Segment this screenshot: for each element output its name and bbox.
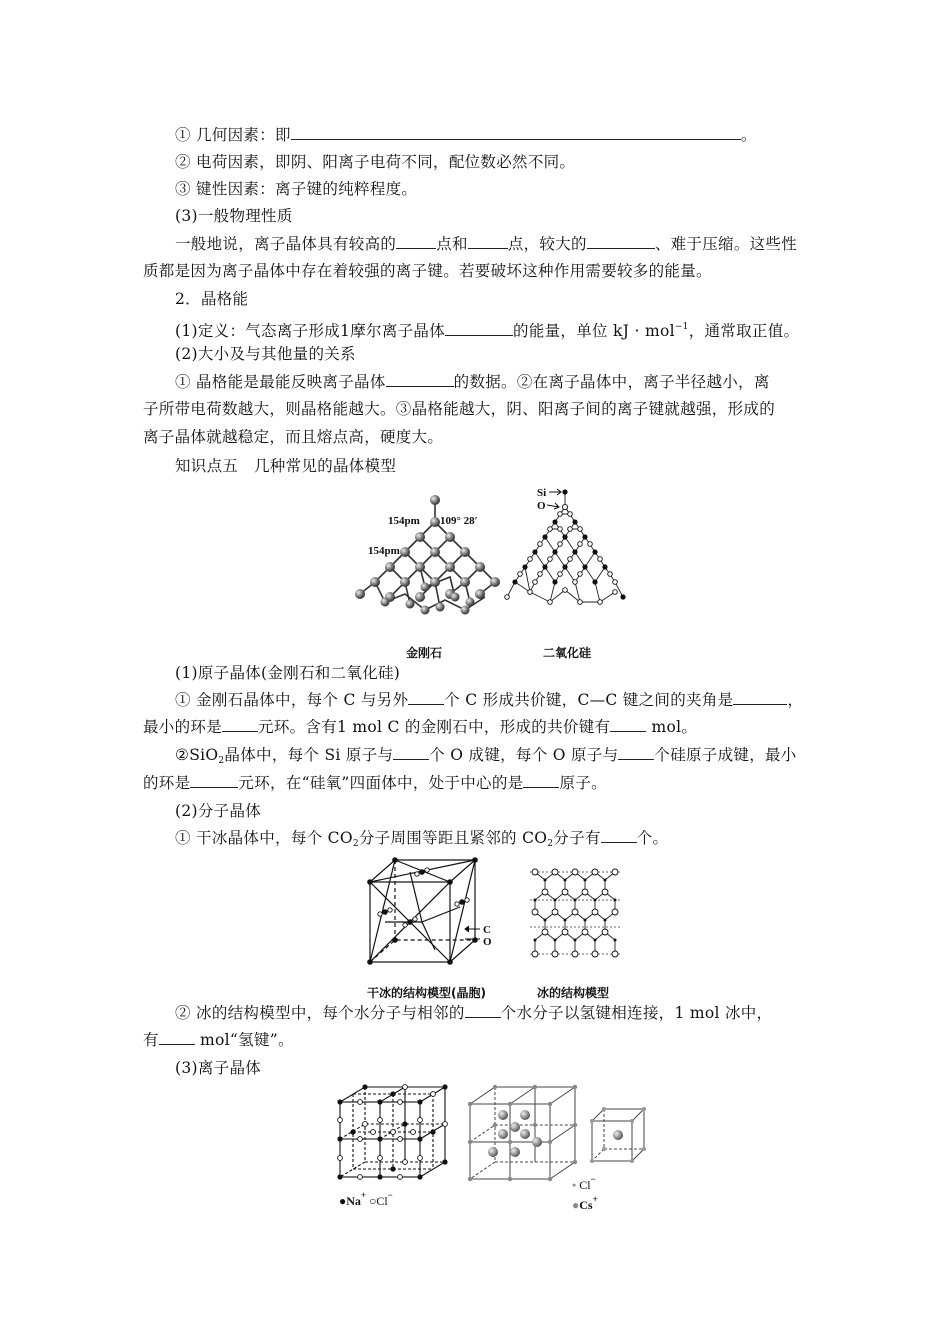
text: 的环是: [143, 774, 191, 792]
cscl-unit-cell: [588, 1105, 648, 1165]
text: ，: [787, 691, 804, 709]
line-properties-2: 质都是因为离子晶体中存在着较强的离子键。若要破坏这种作用需要较多的能量。: [143, 262, 712, 280]
legend-label: Cl: [376, 1194, 388, 1208]
text: ，通常取正值。: [688, 322, 800, 340]
text: 分子有: [553, 829, 601, 847]
oxygen-label: O: [483, 936, 492, 948]
answer-blank: [465, 1003, 501, 1018]
heading-atomic-crystal: (1)原子晶体(金刚石和二氧化硅): [175, 664, 401, 682]
legend-label: Na: [346, 1194, 361, 1208]
answer-blank: [386, 372, 454, 387]
text: 原子。: [559, 774, 607, 792]
bond-length-label: 154pm: [388, 515, 420, 527]
subscript: 2: [547, 839, 554, 849]
diamond-structure-figure: [350, 482, 640, 632]
heading-molecular-crystal: (2)分子晶体: [175, 802, 262, 820]
answer-blank: [733, 690, 787, 705]
superscript: −: [387, 1190, 393, 1200]
line-properties-1: [175, 234, 797, 254]
text: ① 几何因素：即: [175, 126, 291, 144]
answer-blank: [445, 321, 513, 336]
text: 最小的环是: [143, 718, 223, 736]
ice-structure-figure: [525, 862, 625, 972]
answer-blank: [610, 717, 646, 732]
line-diamond-1: [175, 690, 803, 710]
na-dot-icon: ●: [339, 1194, 347, 1208]
sio2-caption: 二氧化硅: [543, 646, 592, 660]
text: ① 金刚石晶体中，每个 C 与另外: [175, 691, 409, 709]
cscl-extended-lattice: [465, 1082, 580, 1182]
subscript: 2: [218, 756, 225, 766]
text: 个水分子以氢键相连接，1 mol 冰中，: [500, 1004, 773, 1022]
cs-ball-icon: ●: [572, 1198, 580, 1212]
answer-blank: [468, 234, 508, 249]
superscript: +: [592, 1194, 598, 1204]
text: ① 干冰晶体中，每个 CO: [175, 829, 353, 847]
bond-angle-label: 109° 28′: [440, 515, 478, 527]
sio2-structure: [505, 487, 626, 604]
line-ice-2: [143, 1030, 294, 1050]
text: 有: [143, 1031, 159, 1049]
dry-ice-caption: 干冰的结构模型(晶胞): [367, 986, 486, 1000]
answer-blank: [601, 828, 637, 843]
cscl-legend: [572, 1172, 598, 1212]
text: 点，较大的: [507, 235, 587, 253]
line-bond-factor: ③ 键性因素：离子键的纯粹程度。: [175, 180, 418, 198]
line-sio2-2: [143, 773, 607, 793]
subscript: 2: [352, 839, 359, 849]
text: 元环，在“硅氧”四面体中，处于中心的是: [238, 774, 524, 792]
cl-dot-icon: •: [572, 1178, 577, 1192]
cl-circle-icon: ○: [369, 1194, 377, 1208]
text: ① 晶格能是最能反映离子晶体: [175, 373, 386, 391]
text: 点和: [436, 235, 468, 253]
text: (1)定义：气态离子形成1摩尔离子晶体: [175, 322, 446, 340]
text: 个硅原子成键，最小: [654, 746, 797, 764]
heading-size-relation: (2)大小及与其他量的关系: [175, 345, 356, 363]
answer-blank: [159, 1030, 195, 1045]
line-sio2-1: [175, 745, 797, 771]
answer-blank: [222, 717, 258, 732]
dry-ice-unit-cell: [360, 852, 500, 972]
text: 个 O 成键，每个 O 原子与: [429, 746, 619, 764]
text: 个 C 形成共价键，C—C 键之间的夹角是: [444, 691, 734, 709]
answer-blank: [618, 745, 654, 760]
line-ice-1: [175, 1003, 772, 1023]
cl-legend-row: [572, 1172, 598, 1192]
line-definition: [175, 317, 799, 341]
si-label: Si: [537, 487, 547, 499]
heading-lattice-energy: 2．晶格能: [175, 290, 249, 308]
line-diamond-2: [143, 717, 697, 737]
section-heading: 知识点五 几种常见的晶体模型: [175, 457, 397, 475]
text: 的能量，单位 kJ · mol: [513, 322, 675, 340]
text: 分子周围等距且紧邻的 CO: [358, 829, 548, 847]
answer-blank: [190, 773, 238, 788]
nacl-legend: [339, 1190, 393, 1209]
line-relation-3: 离子晶体就越稳定，而且熔点高，硬度大。: [143, 428, 444, 446]
line-charge-factor: ② 电荷因素，即阴、阳离子电荷不同，配位数必然不同。: [175, 153, 576, 171]
text: ② 冰的结构模型中，每个水分子与相邻的: [175, 1004, 465, 1022]
answer-blank: [393, 745, 429, 760]
text: 、难于压缩。这些性: [654, 235, 798, 253]
line-geometric-factor: [175, 125, 757, 145]
text: 。: [740, 126, 757, 144]
answer-blank: [291, 125, 741, 140]
superscript: +: [360, 1190, 367, 1200]
legend-label: Cl: [579, 1178, 591, 1192]
nacl-unit-cell: [335, 1082, 450, 1182]
text: 一般地说，离子晶体具有较高的: [175, 235, 397, 253]
answer-blank: [523, 773, 559, 788]
diamond-caption: 金刚石: [406, 646, 443, 660]
text: 的数据。②在离子晶体中，离子半径越小，离: [453, 373, 770, 391]
line-dry-ice: [175, 828, 668, 854]
legend-label: Cs: [579, 1198, 593, 1212]
bond-length-label: 154pm: [368, 545, 400, 557]
o-label: O: [537, 500, 546, 512]
answer-blank: [408, 690, 444, 705]
carbon-label: C: [483, 924, 491, 936]
text: ②SiO: [175, 746, 219, 764]
ice-caption: 冰的结构模型: [537, 986, 610, 1000]
text: mol“氢键”。: [194, 1031, 294, 1049]
superscript: −: [590, 1174, 596, 1184]
cs-legend-row: [572, 1192, 598, 1212]
answer-blank: [587, 234, 655, 249]
text: 元环。含有1 mol C 的金刚石中，形成的共价键有: [258, 718, 611, 736]
text: mol。: [646, 718, 698, 736]
line-relation-1: [175, 372, 770, 392]
heading-physical-properties: (3)一般物理性质: [175, 207, 293, 225]
heading-ionic-crystal: (3)离子晶体: [175, 1059, 262, 1077]
line-relation-2: 子所带电荷数越大，则晶格能越大。③晶格能越大，阴、阳离子间的离子键就越强，形成的: [143, 400, 776, 418]
text: 个。: [636, 829, 669, 847]
answer-blank: [396, 234, 436, 249]
superscript: −1: [674, 322, 689, 332]
text: 晶体中，每个 Si 原子与: [224, 746, 394, 764]
